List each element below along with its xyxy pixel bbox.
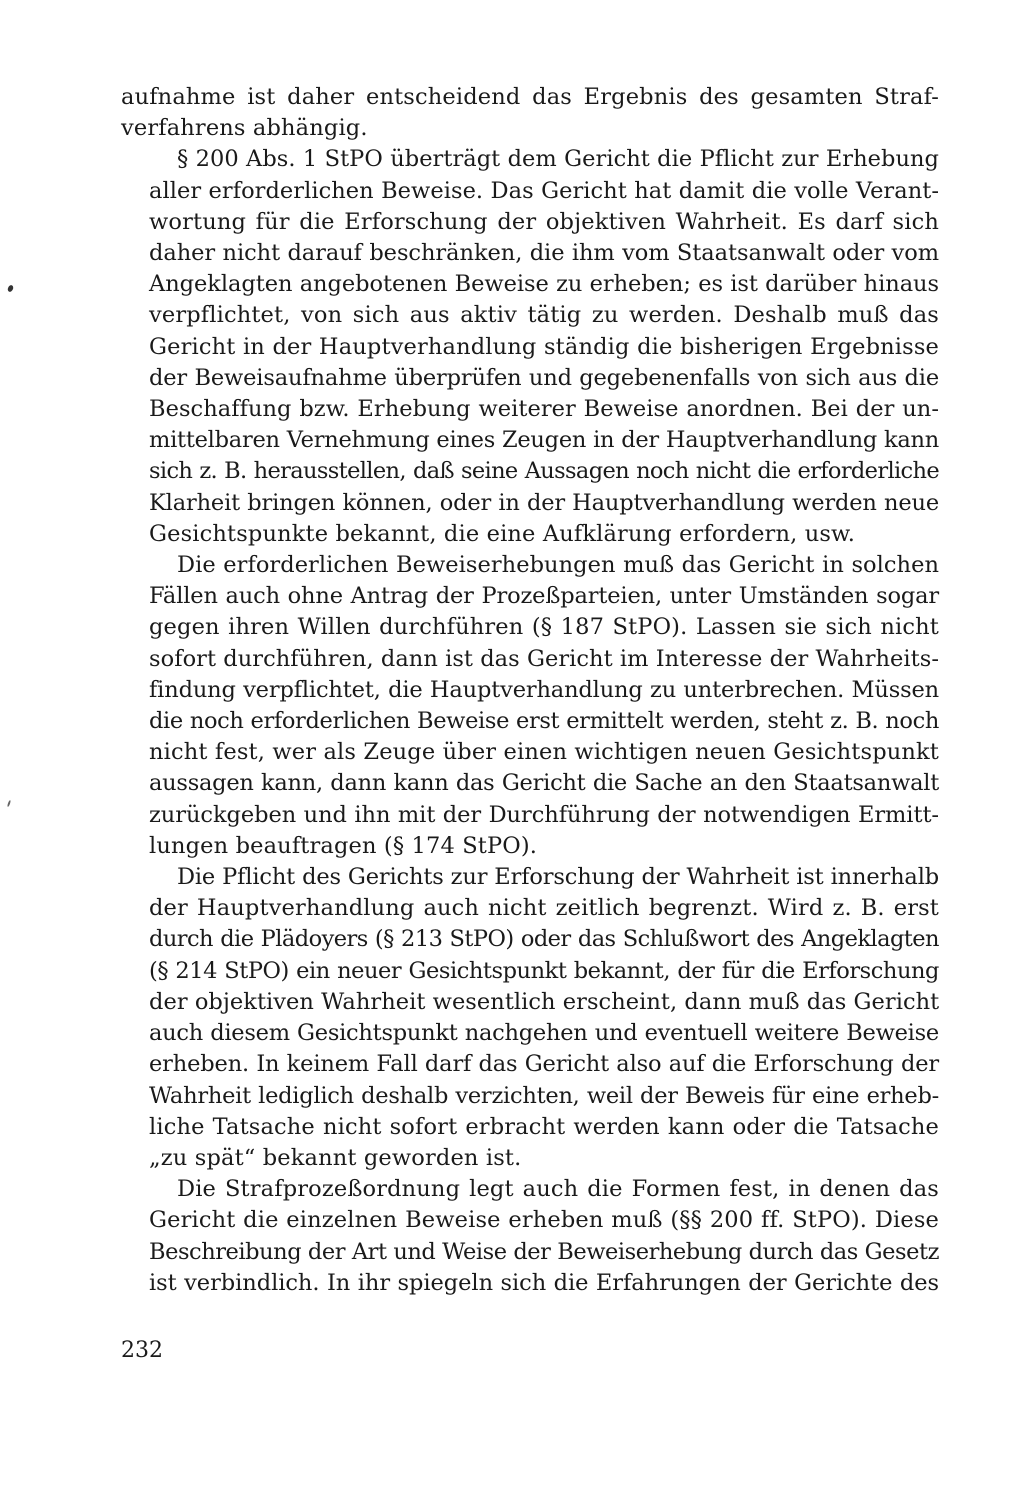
- text-line: ist verbindlich. In ihr spiegeln sich die Erfahrungen der Gerichte des: [149, 1269, 939, 1296]
- text-line: sich z. B. herausstellen, daß seine Aussagen noch nicht die erforderliche: [149, 458, 939, 485]
- text-line: lungen beauftragen (§ 174 StPO).: [149, 832, 538, 859]
- text-line: Klarheit bringen können, oder in der Hauptverhandlung werden neue: [149, 489, 939, 516]
- text-line: nicht fest, wer als Zeuge über einen wichtigen neuen Gesichtspunkt: [149, 739, 939, 766]
- text-line: Die erforderlichen Beweiserhebungen muß das Gericht in solchen: [177, 552, 939, 579]
- text-line: erheben. In keinem Fall darf das Gericht also auf die Erforschung der: [149, 1051, 939, 1078]
- text-line: findung verpflichtet, die Hauptverhandlung zu unterbrechen. Müssen: [149, 676, 939, 703]
- text-line: sofort durchführen, dann ist das Gericht im Interesse der Wahrheits-: [149, 645, 939, 672]
- paragraph: [121, 550, 939, 862]
- scan-speck: [7, 284, 14, 292]
- body-text: [121, 82, 939, 1299]
- text-line: „zu spät“ bekannt geworden ist.: [149, 1144, 522, 1171]
- paragraph: [121, 862, 939, 1174]
- text-line: der Hauptverhandlung auch nicht zeitlich begrenzt. Wird z. B. erst: [149, 895, 939, 922]
- text-line: Die Strafprozeßordnung legt auch die Formen fest, in denen das: [177, 1176, 939, 1203]
- text-line: gegen ihren Willen durchführen (§ 187 StPO). Lassen sie sich nicht: [149, 614, 939, 641]
- text-line: der Beweisaufnahme überprüfen und gegebenenfalls von sich aus die: [149, 364, 939, 391]
- text-line: die noch erforderlichen Beweise erst ermittelt werden, steht z. B. noch: [149, 708, 939, 735]
- text-line: aussagen kann, dann kann das Gericht die Sache an den Staatsanwalt: [149, 770, 939, 797]
- paragraph: [121, 82, 939, 144]
- text-line: der objektiven Wahrheit wesentlich erscheint, dann muß das Gericht: [149, 988, 940, 1015]
- paragraph: [121, 144, 939, 550]
- text-line: Beschreibung der Art und Weise der Beweiserhebung durch das Gesetz: [149, 1238, 939, 1265]
- text-line: Wahrheit lediglich deshalb verzichten, weil der Beweis für eine erheb-: [149, 1082, 939, 1109]
- text-line: wortung für die Erforschung der objektiven Wahrheit. Es darf sich: [149, 208, 939, 235]
- text-line: auch diesem Gesichtspunkt nachgehen und eventuell weitere Beweise: [149, 1020, 939, 1047]
- text-line: durch die Plädoyers (§ 213 StPO) oder das Schlußwort des Angeklagten: [149, 926, 939, 953]
- text-line: Die Pflicht des Gerichts zur Erforschung der Wahrheit ist innerhalb: [177, 864, 939, 891]
- text-line: verpflichtet, von sich aus aktiv tätig zu werden. Deshalb muß das: [149, 302, 939, 329]
- text-line: Gericht in der Hauptverhandlung ständig die bisherigen Ergebnisse: [149, 333, 939, 360]
- text-line: mittelbaren Vernehmung eines Zeugen in der Hauptverhandlung kann: [149, 427, 939, 454]
- text-line: (§ 214 StPO) ein neuer Gesichtspunkt bekannt, der für die Erforschung: [149, 957, 939, 984]
- page-number: 232: [121, 1338, 163, 1363]
- text-line: daher nicht darauf beschränken, die ihm vom Staatsanwalt oder vom: [149, 240, 939, 267]
- text-line: Angeklagten angebotenen Beweise zu erheben; es ist darüber hinaus: [149, 271, 939, 298]
- text-line: aufnahme ist daher entscheidend das Ergebnis des gesamten Straf-: [121, 84, 939, 110]
- text-line: Gesichtspunkte bekannt, die eine Aufklärung erfordern, usw.: [149, 520, 856, 547]
- paragraph: [121, 1174, 939, 1299]
- text-line: liche Tatsache nicht sofort erbracht werden kann oder die Tatsache: [149, 1113, 939, 1140]
- text-line: verfahrens abhängig.: [121, 115, 368, 142]
- scan-speck: [7, 800, 11, 807]
- text-line: § 200 Abs. 1 StPO überträgt dem Gericht die Pflicht zur Erhebung: [177, 146, 939, 173]
- text-line: Fällen auch ohne Antrag der Prozeßparteien, unter Umständen sogar: [149, 583, 939, 610]
- text-line: Beschaffung bzw. Erhebung weiterer Beweise anordnen. Bei der un-: [149, 396, 939, 423]
- text-line: zurückgeben und ihn mit der Durchführung der notwendigen Ermitt-: [149, 801, 939, 828]
- text-line: Gericht die einzelnen Beweise erheben muß (§§ 200 ff. StPO). Diese: [149, 1207, 939, 1234]
- text-line: aller erforderlichen Beweise. Das Gericht hat damit die volle Verant-: [149, 177, 939, 204]
